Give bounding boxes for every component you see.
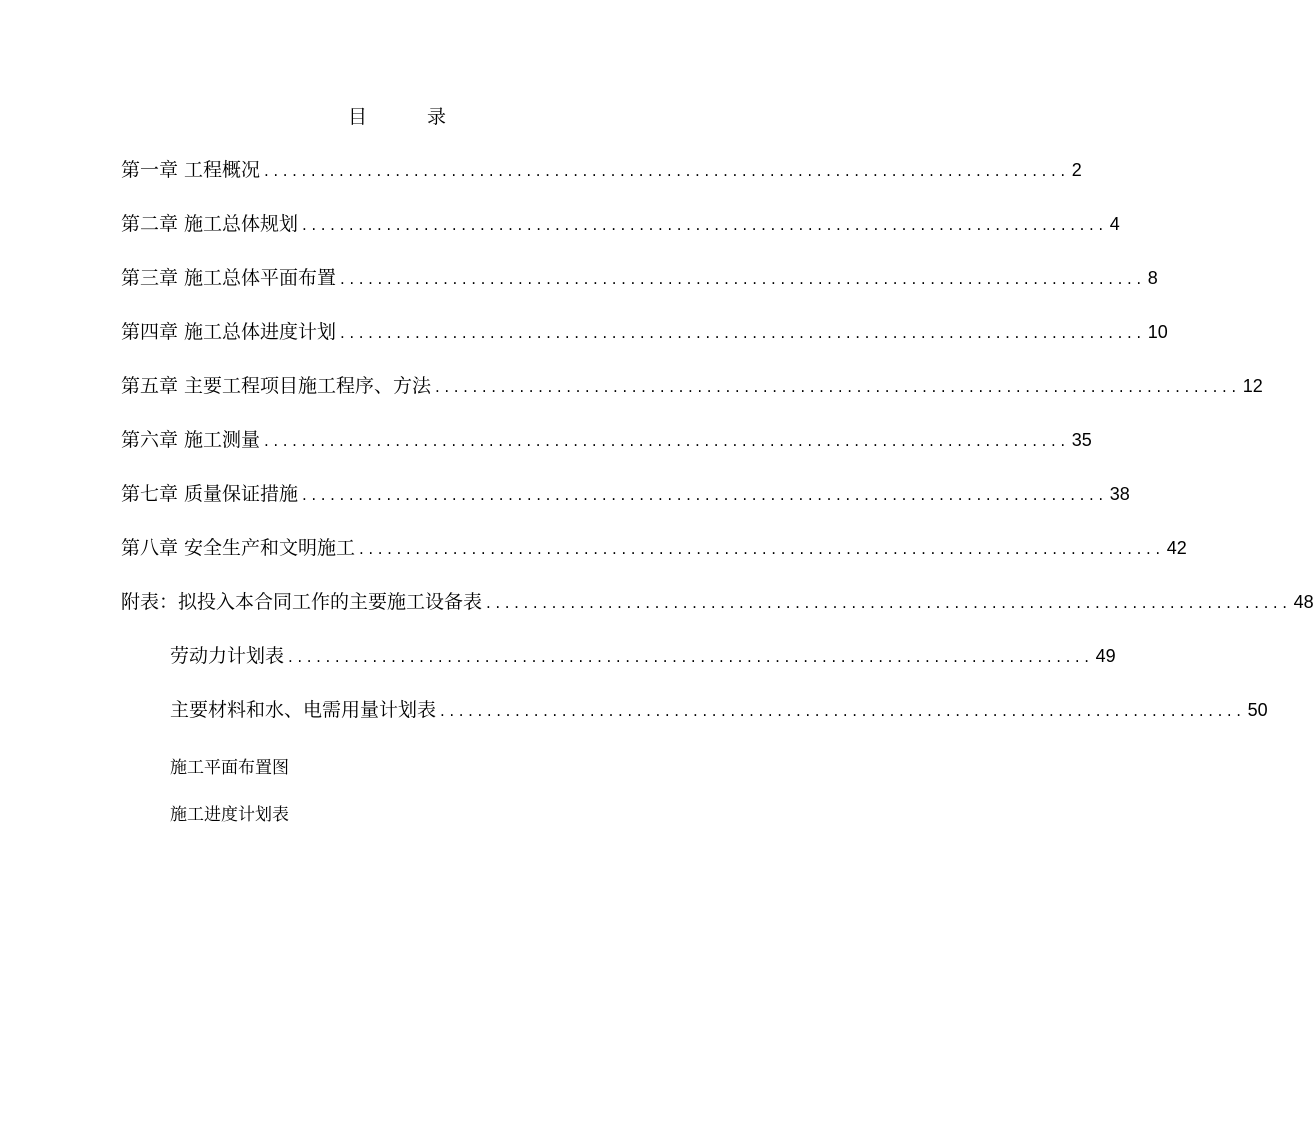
toc-entry-chapter-6[interactable]	[121, 428, 1092, 452]
dot-leader: ......................................................................................	[302, 486, 1108, 504]
toc-entry-labor-plan[interactable]	[170, 644, 1116, 668]
toc-title-right: 录	[427, 106, 447, 128]
dot-leader: ......................................................................................	[340, 270, 1146, 288]
toc-entry-chapter-2[interactable]	[121, 212, 1120, 236]
toc-entry-page: 8	[1147, 268, 1158, 288]
toc-entry-chapter-8[interactable]	[121, 536, 1187, 560]
toc-entry-page: 49	[1095, 646, 1116, 666]
dot-leader: ......................................................................................	[264, 162, 1070, 180]
toc-entry-page: 38	[1109, 484, 1130, 504]
dot-leader: ......................................................................................	[359, 540, 1165, 558]
toc-entry-label: 附表：拟投入本合同工作的主要施工设备表	[121, 591, 483, 613]
toc-entry-label: 第一章 工程概况	[121, 159, 261, 181]
toc-entry-page: 12	[1242, 376, 1263, 396]
toc-entry-label: 第八章 安全生产和文明施工	[121, 537, 356, 559]
toc-entry-chapter-1[interactable]	[121, 158, 1082, 182]
toc-entry-label: 第四章 施工总体进度计划	[121, 321, 337, 343]
toc-entry-page: 42	[1166, 538, 1187, 558]
toc-entry-appendix-equipment[interactable]	[121, 590, 1314, 614]
toc-entry-label: 第三章 施工总体平面布置	[121, 267, 337, 289]
toc-plain-item-schedule[interactable]: 施工进度计划表	[170, 805, 289, 825]
toc-entry-label: 第七章 质量保证措施	[121, 483, 299, 505]
toc-entry-chapter-4[interactable]	[121, 320, 1168, 344]
toc-entry-label: 第五章 主要工程项目施工程序、方法	[121, 375, 432, 397]
dot-leader: ......................................................................................	[440, 702, 1246, 720]
dot-leader: ......................................................................................	[264, 432, 1070, 450]
dot-leader: ......................................................................................	[435, 378, 1241, 396]
toc-entry-label: 主要材料和水、电需用量计划表	[170, 699, 437, 721]
toc-entry-chapter-3[interactable]	[121, 266, 1158, 290]
toc-entry-chapter-5[interactable]	[121, 374, 1263, 398]
toc-title	[0, 102, 794, 129]
toc-entry-page: 4	[1109, 214, 1120, 234]
toc-entry-materials-plan[interactable]	[170, 698, 1268, 722]
dot-leader: ......................................................................................	[288, 648, 1094, 666]
toc-entry-page: 35	[1071, 430, 1092, 450]
toc-entry-label: 第六章 施工测量	[121, 429, 261, 451]
toc-plain-item-site-layout[interactable]: 施工平面布置图	[170, 758, 289, 778]
toc-entry-page: 48	[1293, 592, 1314, 612]
dot-leader: ......................................................................................	[340, 324, 1146, 342]
toc-entry-page: 10	[1147, 322, 1168, 342]
toc-entry-label: 劳动力计划表	[170, 645, 285, 667]
toc-title-left: 目	[347, 106, 367, 128]
toc-entry-label: 第二章 施工总体规划	[121, 213, 299, 235]
dot-leader: ......................................................................................	[302, 216, 1108, 234]
dot-leader: ......................................................................................	[486, 594, 1292, 612]
toc-entry-page: 50	[1247, 700, 1268, 720]
toc-entry-chapter-7[interactable]	[121, 482, 1130, 506]
toc-entry-page: 2	[1071, 160, 1082, 180]
